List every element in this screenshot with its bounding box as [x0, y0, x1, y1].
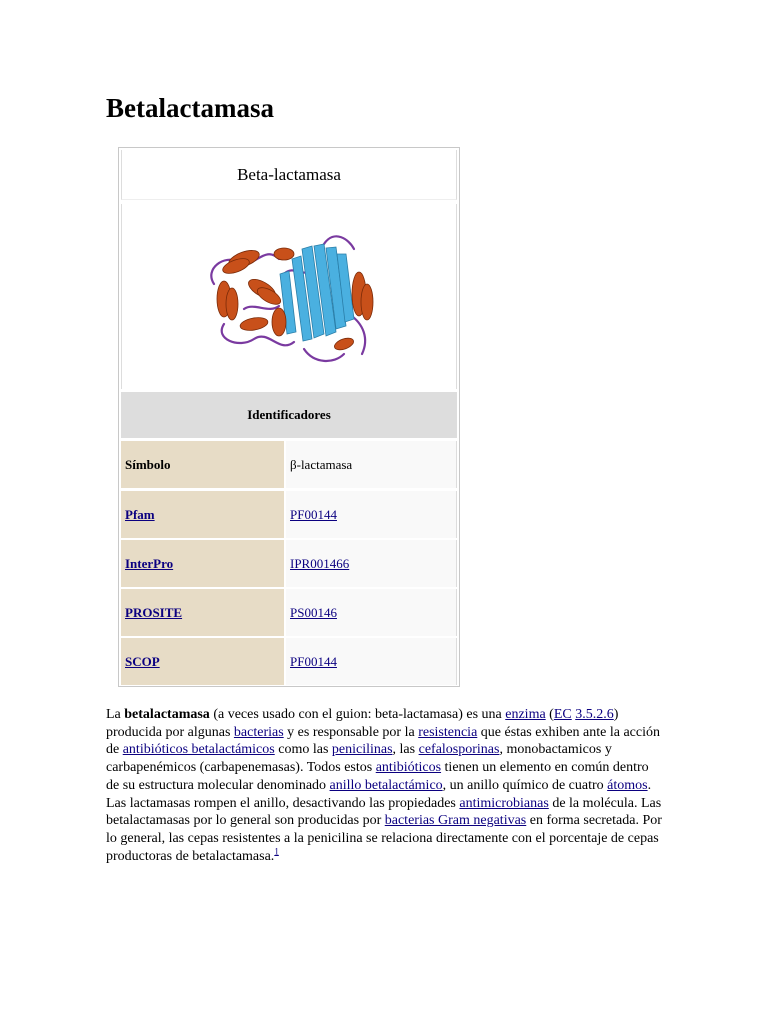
- link-ec[interactable]: EC: [553, 707, 572, 722]
- infobox-value-prosite: [286, 589, 457, 636]
- link-resistencia[interactable]: resistencia: [418, 724, 478, 740]
- link-penicilinas[interactable]: penicilinas: [331, 742, 393, 758]
- text-run: . Las lactamasas rompen el anillo, desactivando las propiedades: [106, 777, 652, 811]
- text-run: , monobactamicos y carbapenémicos (carbapenemasas). Todos estos: [106, 742, 612, 776]
- infobox-value-interpro: [286, 540, 457, 587]
- text-run: ) producida por algunas: [106, 707, 619, 740]
- reference-link[interactable]: 1: [274, 845, 279, 856]
- pfam-link[interactable]: Pfam: [125, 506, 155, 522]
- infobox-label-prosite: [121, 589, 284, 636]
- infobox-value-simbolo: [286, 441, 457, 488]
- infobox-value-pfam: [286, 491, 457, 538]
- article-paragraph: [106, 706, 662, 865]
- link-cefalosporinas[interactable]: cefalosporinas: [418, 742, 500, 758]
- text-run: (a veces usado con el guion: beta-lactamasa) es una: [209, 707, 506, 722]
- infobox-value-text: β-lactamasa: [290, 456, 353, 472]
- infobox-image-cell: [121, 204, 457, 389]
- link-antimicrobianas[interactable]: antimicrobianas: [459, 795, 549, 811]
- scop-link[interactable]: SCOP: [125, 653, 160, 669]
- prosite-link[interactable]: PROSITE: [125, 604, 183, 620]
- prosite-id-link[interactable]: PS00146: [290, 604, 337, 620]
- pfam-id-link[interactable]: PF00144: [290, 506, 337, 522]
- text-run: como las: [274, 742, 332, 758]
- scop-id-link[interactable]: PF00144: [290, 653, 337, 669]
- text-run: (: [545, 707, 554, 722]
- link-bacterias-gram-negativas[interactable]: bacterias Gram negativas: [384, 813, 527, 829]
- link-ec-number[interactable]: 3.5.2.6: [575, 707, 614, 722]
- text-run: y es responsable por la: [283, 724, 419, 740]
- text-run: La: [106, 707, 125, 722]
- link-enzima[interactable]: enzima: [505, 707, 546, 722]
- text-run: en forma secretada. Por lo general, las cepas resistentes a la penicilina se relaciona directamente con el porcentaje de cepas productoras de betalactamasa.: [106, 813, 662, 864]
- text-run: que éstas exhiben ante la acción de: [106, 724, 660, 758]
- infobox-label-simbolo: [121, 441, 284, 488]
- infobox-label-text: Símbolo: [125, 456, 171, 472]
- bold-term: betalactamasa: [124, 707, 210, 722]
- link-atomos[interactable]: átomos: [607, 777, 648, 793]
- infobox-value-scop: [286, 638, 457, 685]
- link-bacterias[interactable]: bacterias: [233, 724, 284, 740]
- infobox-section-header: Identificadores: [121, 392, 457, 438]
- infobox-label-pfam: [121, 491, 284, 538]
- text-run: tienen un elemento en común dentro de su estructura molecular denominado: [106, 760, 649, 793]
- infobox-label-scop: [121, 638, 284, 685]
- text-run: de la molécula. Las betalactamasas por lo general son producidas por: [106, 795, 662, 829]
- link-antibioticos-betalactamicos[interactable]: antibióticos betalactámicos: [122, 742, 275, 758]
- interpro-link[interactable]: InterPro: [125, 555, 174, 571]
- link-anillo-betalactamico[interactable]: anillo betalactámico: [329, 777, 443, 793]
- link-antibioticos[interactable]: antibióticos: [375, 760, 442, 776]
- text-run: , las: [392, 742, 419, 758]
- infobox: [118, 147, 460, 687]
- text-run: , un anillo químico de cuatro: [442, 777, 608, 793]
- infobox-label-interpro: [121, 540, 284, 587]
- protein-structure-image[interactable]: [184, 214, 394, 379]
- page-title: Betalactamasa: [106, 93, 274, 123]
- infobox-caption: Beta-lactamasa: [121, 150, 457, 200]
- interpro-id-link[interactable]: IPR001466: [290, 555, 350, 571]
